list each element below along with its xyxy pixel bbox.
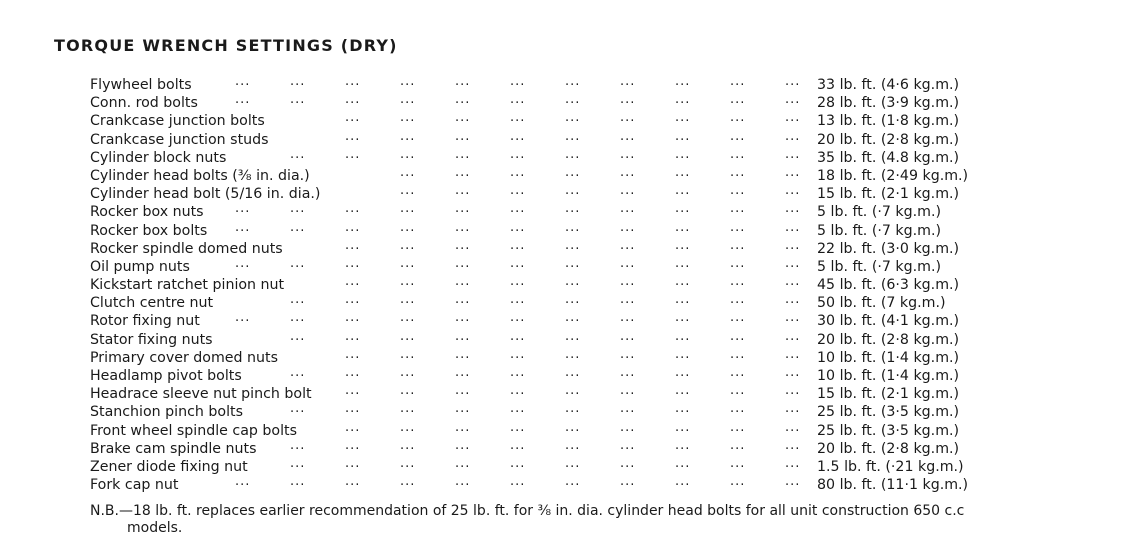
table-row bbox=[90, 403, 1000, 421]
table-row bbox=[90, 346, 1000, 367]
table-row bbox=[90, 455, 1000, 476]
setting-value: 5 lb. ft. (·7 kg.m.) bbox=[817, 204, 942, 221]
setting-value: 10 lb. ft. (1·4 kg.m.) bbox=[817, 349, 960, 366]
table-row bbox=[90, 255, 1000, 276]
setting-label: Conn. rod bolts bbox=[90, 95, 198, 112]
setting-label: Flywheel bolts bbox=[90, 77, 192, 93]
setting-value: 33 lb. ft. (4·6 kg.m.) bbox=[817, 77, 960, 93]
setting-label: Rocker box bolts bbox=[90, 222, 208, 239]
dot-leaders: ... ... ... ... ... ... ... ... ... bbox=[345, 274, 801, 290]
setting-value: 80 lb. ft. (11·1 kg.m.) bbox=[817, 477, 969, 494]
setting-label: Crankcase junction bolts bbox=[90, 113, 265, 130]
dot-leaders: ... ... ... ... ... ... ... ... ... ... bbox=[290, 146, 801, 162]
dot-leaders: ... ... ... ... ... ... ... ... bbox=[400, 183, 801, 199]
setting-label: Rotor fixing nut bbox=[90, 313, 200, 330]
dot-leaders: ... ... ... ... ... ... ... ... ... ... bbox=[290, 401, 801, 417]
dot-leaders: ... ... ... ... ... ... ... ... ... ... bbox=[290, 437, 801, 453]
table-row bbox=[90, 112, 1000, 130]
table-row bbox=[90, 219, 1000, 240]
footnote bbox=[90, 503, 964, 537]
table-row bbox=[90, 367, 1000, 385]
setting-label: Oil pump nuts bbox=[90, 258, 190, 275]
setting-value: 20 lb. ft. (2·8 kg.m.) bbox=[817, 331, 960, 348]
setting-value: 15 lb. ft. (2·1 kg.m.) bbox=[817, 386, 960, 403]
setting-label: Headlamp pivot bolts bbox=[90, 368, 242, 384]
setting-label: Cylinder block nuts bbox=[90, 149, 227, 166]
dot-leaders: ... ... ... ... ... ... ... ... ... ... ... bbox=[235, 310, 801, 326]
table-row bbox=[90, 76, 1000, 94]
setting-label: Crankcase junction studs bbox=[90, 131, 269, 148]
table-row bbox=[90, 128, 1000, 149]
setting-value: 22 lb. ft. (3·0 kg.m.) bbox=[817, 240, 960, 257]
setting-value: 50 lb. ft. (7 kg.m.) bbox=[817, 295, 946, 312]
setting-value: 13 lb. ft. (1·8 kg.m.) bbox=[817, 113, 960, 130]
setting-label: Headrace sleeve nut pinch bolt bbox=[90, 386, 312, 403]
table-row bbox=[90, 203, 1000, 221]
setting-label: Brake cam spindle nuts bbox=[90, 440, 257, 457]
dot-leaders: ... ... ... ... ... ... ... ... ... bbox=[345, 346, 801, 362]
dot-leaders: ... ... ... ... ... ... ... ... ... ... bbox=[290, 365, 801, 380]
table-row bbox=[90, 419, 1000, 440]
table-row bbox=[90, 294, 1000, 312]
setting-label: Zener diode fixing nut bbox=[90, 458, 248, 475]
setting-value: 45 lb. ft. (6·3 kg.m.) bbox=[817, 277, 960, 294]
setting-value: 20 lb. ft. (2·8 kg.m.) bbox=[817, 440, 960, 457]
table-row bbox=[90, 328, 1000, 349]
dot-leaders: ... ... ... ... ... ... ... ... ... ... bbox=[290, 455, 801, 471]
dot-leaders: ... ... ... ... ... ... ... ... ... bbox=[345, 419, 801, 435]
dot-leaders: ... ... ... ... ... ... ... ... ... bbox=[345, 110, 801, 126]
footnote-line-1: N.B.—18 lb. ft. replaces earlier recommendation of 25 lb. ft. for ⅜ in. dia. cylinder head bolts for all unit construction 650 c.c bbox=[90, 503, 965, 519]
table-row bbox=[90, 146, 1000, 167]
table-row bbox=[90, 237, 1000, 258]
setting-value: 30 lb. ft. (4·1 kg.m.) bbox=[817, 313, 960, 330]
setting-label: Fork cap nut bbox=[90, 477, 179, 494]
setting-value: 25 lb. ft. (3·5 kg.m.) bbox=[817, 422, 960, 439]
dot-leaders: ... ... ... ... ... ... ... ... ... bbox=[345, 383, 801, 399]
setting-value: 25 lb. ft. (3·5 kg.m.) bbox=[817, 404, 960, 421]
dot-leaders: ... ... ... ... ... ... ... ... ... ... ... bbox=[235, 255, 801, 271]
setting-label: Front wheel spindle cap bolts bbox=[90, 422, 298, 439]
dot-leaders: ... ... ... ... ... ... ... ... ... bbox=[345, 128, 801, 144]
table-row bbox=[90, 437, 1000, 458]
setting-value: 20 lb. ft. (2·8 kg.m.) bbox=[817, 131, 960, 148]
setting-label: Primary cover domed nuts bbox=[90, 349, 278, 366]
dot-leaders: ... ... ... ... ... ... ... ... ... ... ... bbox=[235, 219, 801, 235]
table-row bbox=[90, 164, 1000, 185]
setting-value: 1.5 lb. ft. (·21 kg.m.) bbox=[817, 458, 964, 475]
setting-value: 15 lb. ft. (2·1 kg.m.) bbox=[817, 186, 960, 203]
setting-value: 5 lb. ft. (·7 kg.m.) bbox=[817, 222, 942, 239]
setting-value: 28 lb. ft. (3·9 kg.m.) bbox=[817, 95, 960, 112]
table-row bbox=[90, 312, 1000, 330]
table-row bbox=[90, 476, 1000, 494]
setting-label: Rocker spindle domed nuts bbox=[90, 240, 283, 257]
dot-leaders: ... ... ... ... ... ... ... ... ... ... bbox=[290, 292, 801, 308]
setting-value: 35 lb. ft. (4.8 kg.m.) bbox=[817, 149, 960, 166]
setting-label: Stanchion pinch bolts bbox=[90, 404, 243, 421]
dot-leaders: ... ... ... ... ... ... ... ... ... ... ... bbox=[235, 92, 801, 108]
setting-label: Stator fixing nuts bbox=[90, 331, 213, 348]
dot-leaders: ... ... ... ... ... ... ... ... bbox=[400, 164, 801, 180]
dot-leaders: ... ... ... ... ... ... ... ... ... ... ... bbox=[235, 74, 801, 89]
setting-label: Kickstart ratchet pinion nut bbox=[90, 277, 285, 294]
page-title: TORQUE WRENCH SETTINGS (DRY) bbox=[54, 36, 398, 55]
dot-leaders: ... ... ... ... ... ... ... ... ... bbox=[345, 237, 801, 253]
dot-leaders: ... ... ... ... ... ... ... ... ... ... ... bbox=[235, 474, 801, 490]
table-row bbox=[90, 185, 1000, 203]
setting-value: 5 lb. ft. (·7 kg.m.) bbox=[817, 258, 942, 275]
table-row bbox=[90, 94, 1000, 112]
setting-value: 18 lb. ft. (2·49 kg.m.) bbox=[817, 167, 969, 184]
setting-label: Cylinder head bolt (5/16 in. dia.) bbox=[90, 186, 321, 203]
torque-settings-table bbox=[90, 76, 1000, 494]
dot-leaders: ... ... ... ... ... ... ... ... ... ... ... bbox=[235, 201, 801, 217]
setting-label: Rocker box nuts bbox=[90, 204, 204, 221]
table-row bbox=[90, 276, 1000, 294]
dot-leaders: ... ... ... ... ... ... ... ... ... ... bbox=[290, 328, 801, 344]
setting-value: 10 lb. ft. (1·4 kg.m.) bbox=[817, 368, 960, 384]
setting-label: Clutch centre nut bbox=[90, 295, 214, 312]
footnote-line-2: models. bbox=[127, 520, 183, 536]
setting-label: Cylinder head bolts (⅜ in. dia.) bbox=[90, 167, 310, 184]
table-row bbox=[90, 385, 1000, 403]
